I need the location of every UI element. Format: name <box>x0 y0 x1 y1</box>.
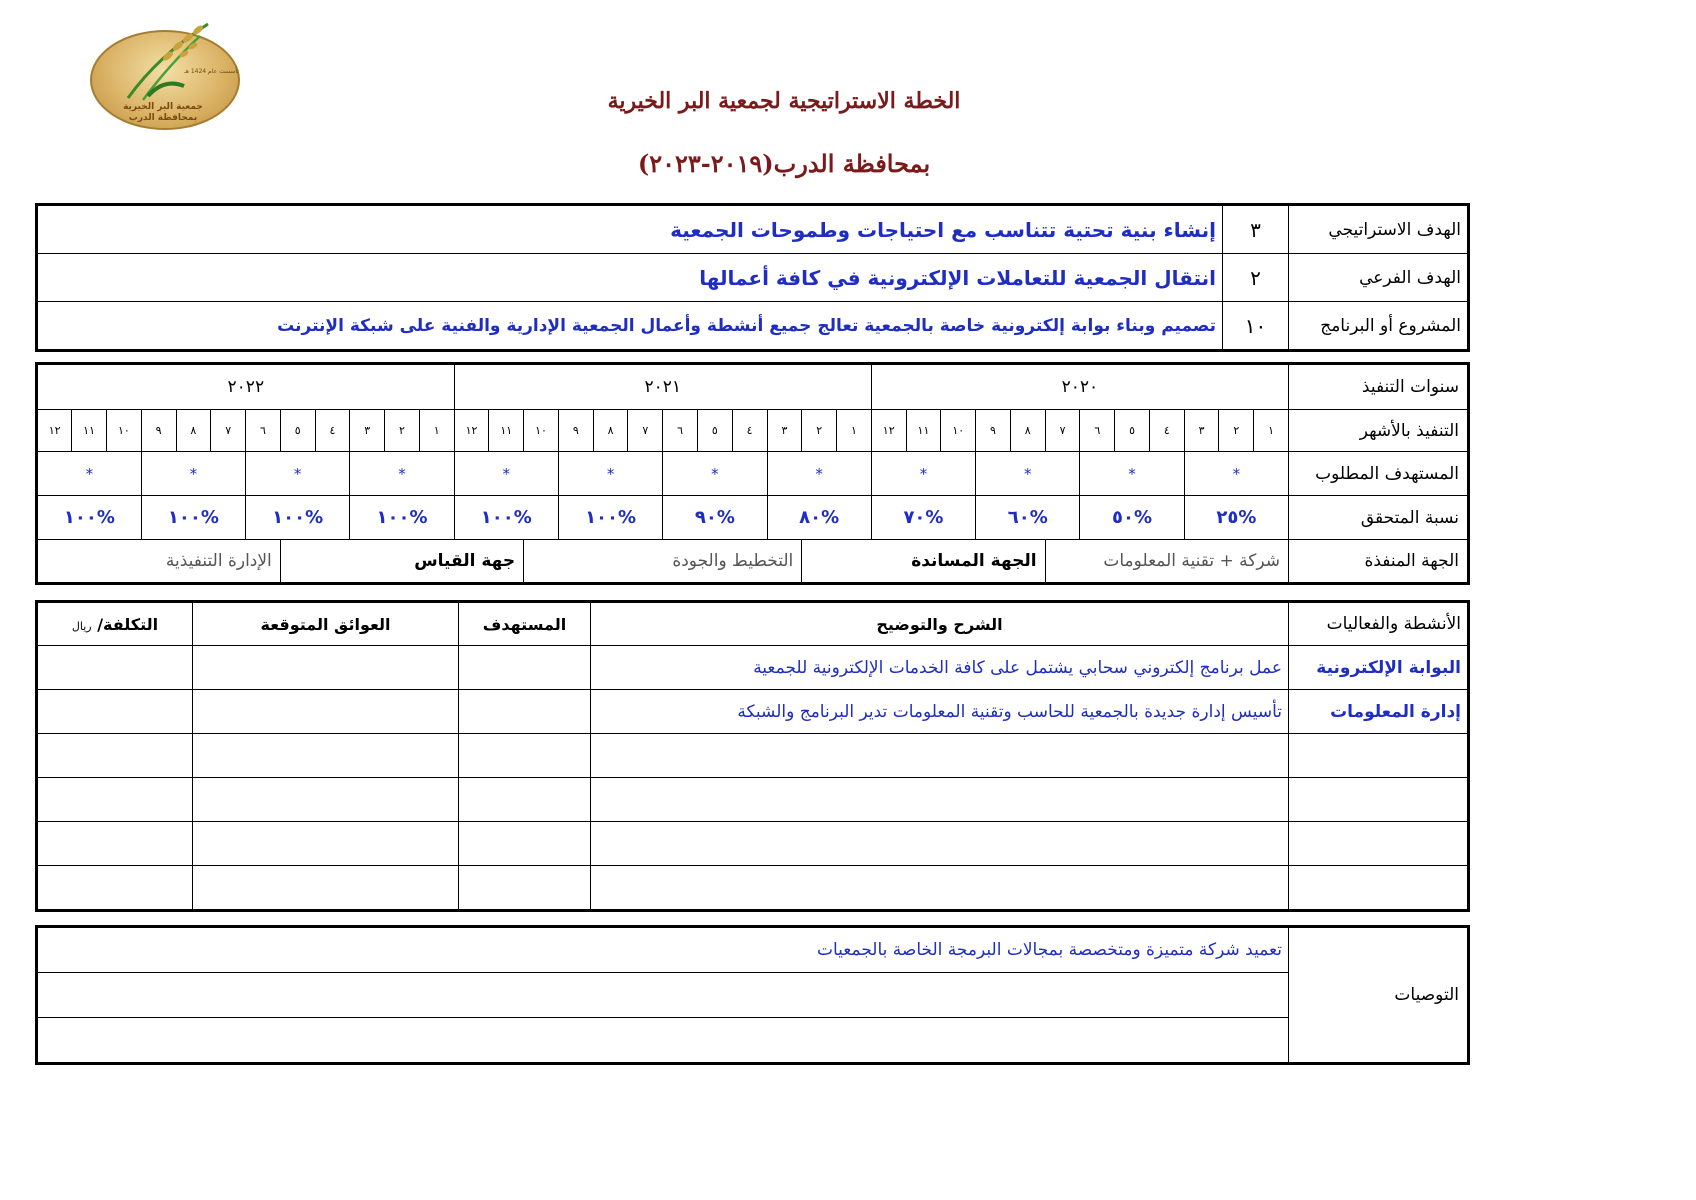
activity-name: البوابة الإلكترونية <box>1289 646 1469 690</box>
empty-cell <box>37 734 193 778</box>
month-cell: ٩ <box>976 410 1011 452</box>
empty-cell <box>193 734 459 778</box>
month-cell: ٤ <box>732 410 767 452</box>
empty-cell <box>459 646 591 690</box>
empty-cell <box>459 778 591 822</box>
empty-cell <box>591 866 1289 911</box>
empty-cell <box>193 778 459 822</box>
empty-cell <box>193 690 459 734</box>
month-cell: ١٠ <box>941 410 976 452</box>
year-cell: ٢٠٢٠ <box>871 364 1288 410</box>
years-label: سنوات التنفيذ <box>1289 364 1469 410</box>
months-label: التنفيذ بالأشهر <box>1289 410 1469 452</box>
execution-row <box>37 540 1469 584</box>
target-mark: * <box>767 452 871 496</box>
empty-cell <box>459 734 591 778</box>
months-row <box>37 410 1469 452</box>
target-mark: * <box>1080 452 1184 496</box>
achieved-label: نسبة المتحقق <box>1289 496 1469 540</box>
month-cell: ٣ <box>350 410 385 452</box>
month-cell: ٨ <box>176 410 211 452</box>
achieved-percent: %٥٠ <box>1080 496 1184 540</box>
achieved-percent: %٩٠ <box>663 496 767 540</box>
activity-description: تأسيس إدارة جديدة بالجمعية للحاسب وتقنية المعلومات تدير البرنامج والشبكة <box>591 690 1289 734</box>
target-mark: * <box>663 452 767 496</box>
years-row <box>37 364 1469 410</box>
goal-number: ٣ <box>1223 205 1289 254</box>
month-cell: ٨ <box>593 410 628 452</box>
cost-header <box>37 602 193 646</box>
month-cell: ٤ <box>1149 410 1184 452</box>
month-cell: ١٠ <box>524 410 559 452</box>
goal-number: ١٠ <box>1223 302 1289 351</box>
month-cell: ٦ <box>246 410 281 452</box>
empty-cell <box>193 822 459 866</box>
month-cell: ٨ <box>1010 410 1045 452</box>
target-mark: * <box>871 452 975 496</box>
target-mark: * <box>141 452 245 496</box>
cost-label: التكلفة/ <box>97 614 159 634</box>
currency-label: ريال <box>71 619 92 633</box>
empty-cell <box>193 646 459 690</box>
month-cell: ٥ <box>697 410 732 452</box>
empty-cell <box>591 734 1289 778</box>
goal-text: إنشاء بنية تحتية تتناسب مع احتياجات وطموحات الجمعية <box>37 205 1223 254</box>
activity-row <box>37 778 1469 822</box>
month-cell: ٩ <box>141 410 176 452</box>
executor-value: شركة + تقنية المعلومات <box>1045 540 1288 584</box>
recommendations-label: التوصيات <box>1289 927 1469 1064</box>
month-cell: ٣ <box>1184 410 1219 452</box>
activities-header <box>37 602 1469 646</box>
target-mark: * <box>350 452 454 496</box>
schedule-table <box>35 362 1470 585</box>
year-cell: ٢٠٢٢ <box>37 364 455 410</box>
logo-established: تأسست عام 1424 هـ <box>184 68 239 75</box>
empty-cell <box>37 690 193 734</box>
goal-number: ٢ <box>1223 254 1289 302</box>
empty-cell <box>459 690 591 734</box>
month-cell: ٧ <box>628 410 663 452</box>
achieved-row <box>37 496 1469 540</box>
month-cell: ٤ <box>315 410 350 452</box>
month-cell: ١١ <box>489 410 524 452</box>
achieved-percent: %١٠٠ <box>350 496 454 540</box>
achieved-percent: %١٠٠ <box>246 496 350 540</box>
month-cell: ١ <box>419 410 454 452</box>
empty-cell <box>37 646 193 690</box>
month-cell: ١ <box>1254 410 1289 452</box>
month-cell: ٢ <box>802 410 837 452</box>
empty-cell <box>459 866 591 911</box>
achieved-percent: %١٠٠ <box>558 496 662 540</box>
month-cell: ٦ <box>663 410 698 452</box>
target-mark: * <box>558 452 662 496</box>
recommendation-row <box>37 1018 1469 1064</box>
month-cell: ١ <box>837 410 872 452</box>
month-cell: ٩ <box>558 410 593 452</box>
measure-value: الإدارة التنفيذية <box>37 540 281 584</box>
achieved-percent: %١٠٠ <box>141 496 245 540</box>
support-value: التخطيط والجودة <box>524 540 802 584</box>
month-cell: ٧ <box>211 410 246 452</box>
achieved-percent: %٧٠ <box>871 496 975 540</box>
goal-text: انتقال الجمعية للتعاملات الإلكترونية في كافة أعمالها <box>37 254 1223 302</box>
empty-cell <box>37 866 193 911</box>
target-mark: * <box>976 452 1080 496</box>
empty-cell <box>37 778 193 822</box>
recommendation-item: تعميد شركة متميزة ومتخصصة بمجالات البرمجة الخاصة بالجمعيات <box>37 927 1289 973</box>
activity-row <box>37 646 1469 690</box>
activity-row <box>37 822 1469 866</box>
goal-row <box>37 205 1469 254</box>
target-mark: * <box>37 452 142 496</box>
activity-row <box>37 734 1469 778</box>
month-cell: ٧ <box>1045 410 1080 452</box>
month-cell: ١٢ <box>454 410 489 452</box>
activities-table <box>35 600 1470 912</box>
empty-cell <box>37 822 193 866</box>
plan-title: الخطة الاستراتيجية لجمعية البر الخيرية <box>607 88 961 114</box>
month-cell: ٥ <box>280 410 315 452</box>
target-mark: * <box>1184 452 1288 496</box>
activity-description: عمل برنامج إلكتروني سحابي يشتمل على كافة الخدمات الإلكترونية للجمعية <box>591 646 1289 690</box>
target-row <box>37 452 1469 496</box>
measure-label: جهة القياس <box>280 540 523 584</box>
achieved-percent: %٢٥ <box>1184 496 1288 540</box>
empty-cell <box>1289 734 1469 778</box>
empty-cell <box>591 778 1289 822</box>
achieved-percent: %٨٠ <box>767 496 871 540</box>
activity-row <box>37 866 1469 911</box>
month-cell: ١٢ <box>37 410 72 452</box>
achieved-percent: %١٠٠ <box>454 496 558 540</box>
target-mark: * <box>454 452 558 496</box>
goal-row <box>37 302 1469 351</box>
activity-header: الأنشطة والفعاليات <box>1289 602 1469 646</box>
recommendation-row <box>37 927 1469 973</box>
month-cell: ٢ <box>1219 410 1254 452</box>
month-cell: ٣ <box>767 410 802 452</box>
month-cell: ١١ <box>72 410 107 452</box>
empty-cell <box>37 1018 1289 1064</box>
activity-row <box>37 690 1469 734</box>
logo-org-city: بمحافظة الدرب <box>128 113 198 123</box>
achieved-percent: %٦٠ <box>976 496 1080 540</box>
month-cell: ١١ <box>906 410 941 452</box>
target-label: المستهدف المطلوب <box>1289 452 1469 496</box>
year-cell: ٢٠٢١ <box>454 364 871 410</box>
month-cell: ١٠ <box>106 410 141 452</box>
month-cell: ٥ <box>1115 410 1150 452</box>
empty-cell <box>37 973 1289 1018</box>
goals-table <box>35 203 1470 352</box>
logo-org-name: جمعية البر الخيرية <box>123 102 203 112</box>
achieved-percent: %١٠٠ <box>37 496 142 540</box>
obstacles-header: العوائق المتوقعة <box>193 602 459 646</box>
empty-cell <box>1289 778 1469 822</box>
target-header: المستهدف <box>459 602 591 646</box>
month-cell: ٢ <box>385 410 420 452</box>
activity-name: إدارة المعلومات <box>1289 690 1469 734</box>
month-cell: ١٢ <box>871 410 906 452</box>
recommendations-table <box>35 925 1470 1065</box>
goal-row <box>37 254 1469 302</box>
plan-subtitle: بمحافظة الدرب(٢٠١٩-٢٠٢٣) <box>637 149 931 178</box>
target-mark: * <box>246 452 350 496</box>
support-label: الجهة المساندة <box>802 540 1045 584</box>
goal-label: الهدف الفرعي <box>1289 254 1469 302</box>
empty-cell <box>1289 866 1469 911</box>
empty-cell <box>193 866 459 911</box>
goal-label: الهدف الاستراتيجي <box>1289 205 1469 254</box>
recommendation-row <box>37 973 1469 1018</box>
empty-cell <box>1289 822 1469 866</box>
description-header: الشرح والتوضيح <box>591 602 1289 646</box>
goal-label: المشروع أو البرنامج <box>1289 302 1469 351</box>
executor-label: الجهة المنفذة <box>1289 540 1469 584</box>
empty-cell <box>459 822 591 866</box>
empty-cell <box>591 822 1289 866</box>
goal-text: تصميم وبناء بوابة إلكترونية خاصة بالجمعية تعالج جميع أنشطة وأعمال الجمعية الإدارية والفنية على شبكة الإنترنت <box>37 302 1223 351</box>
month-cell: ٦ <box>1080 410 1115 452</box>
